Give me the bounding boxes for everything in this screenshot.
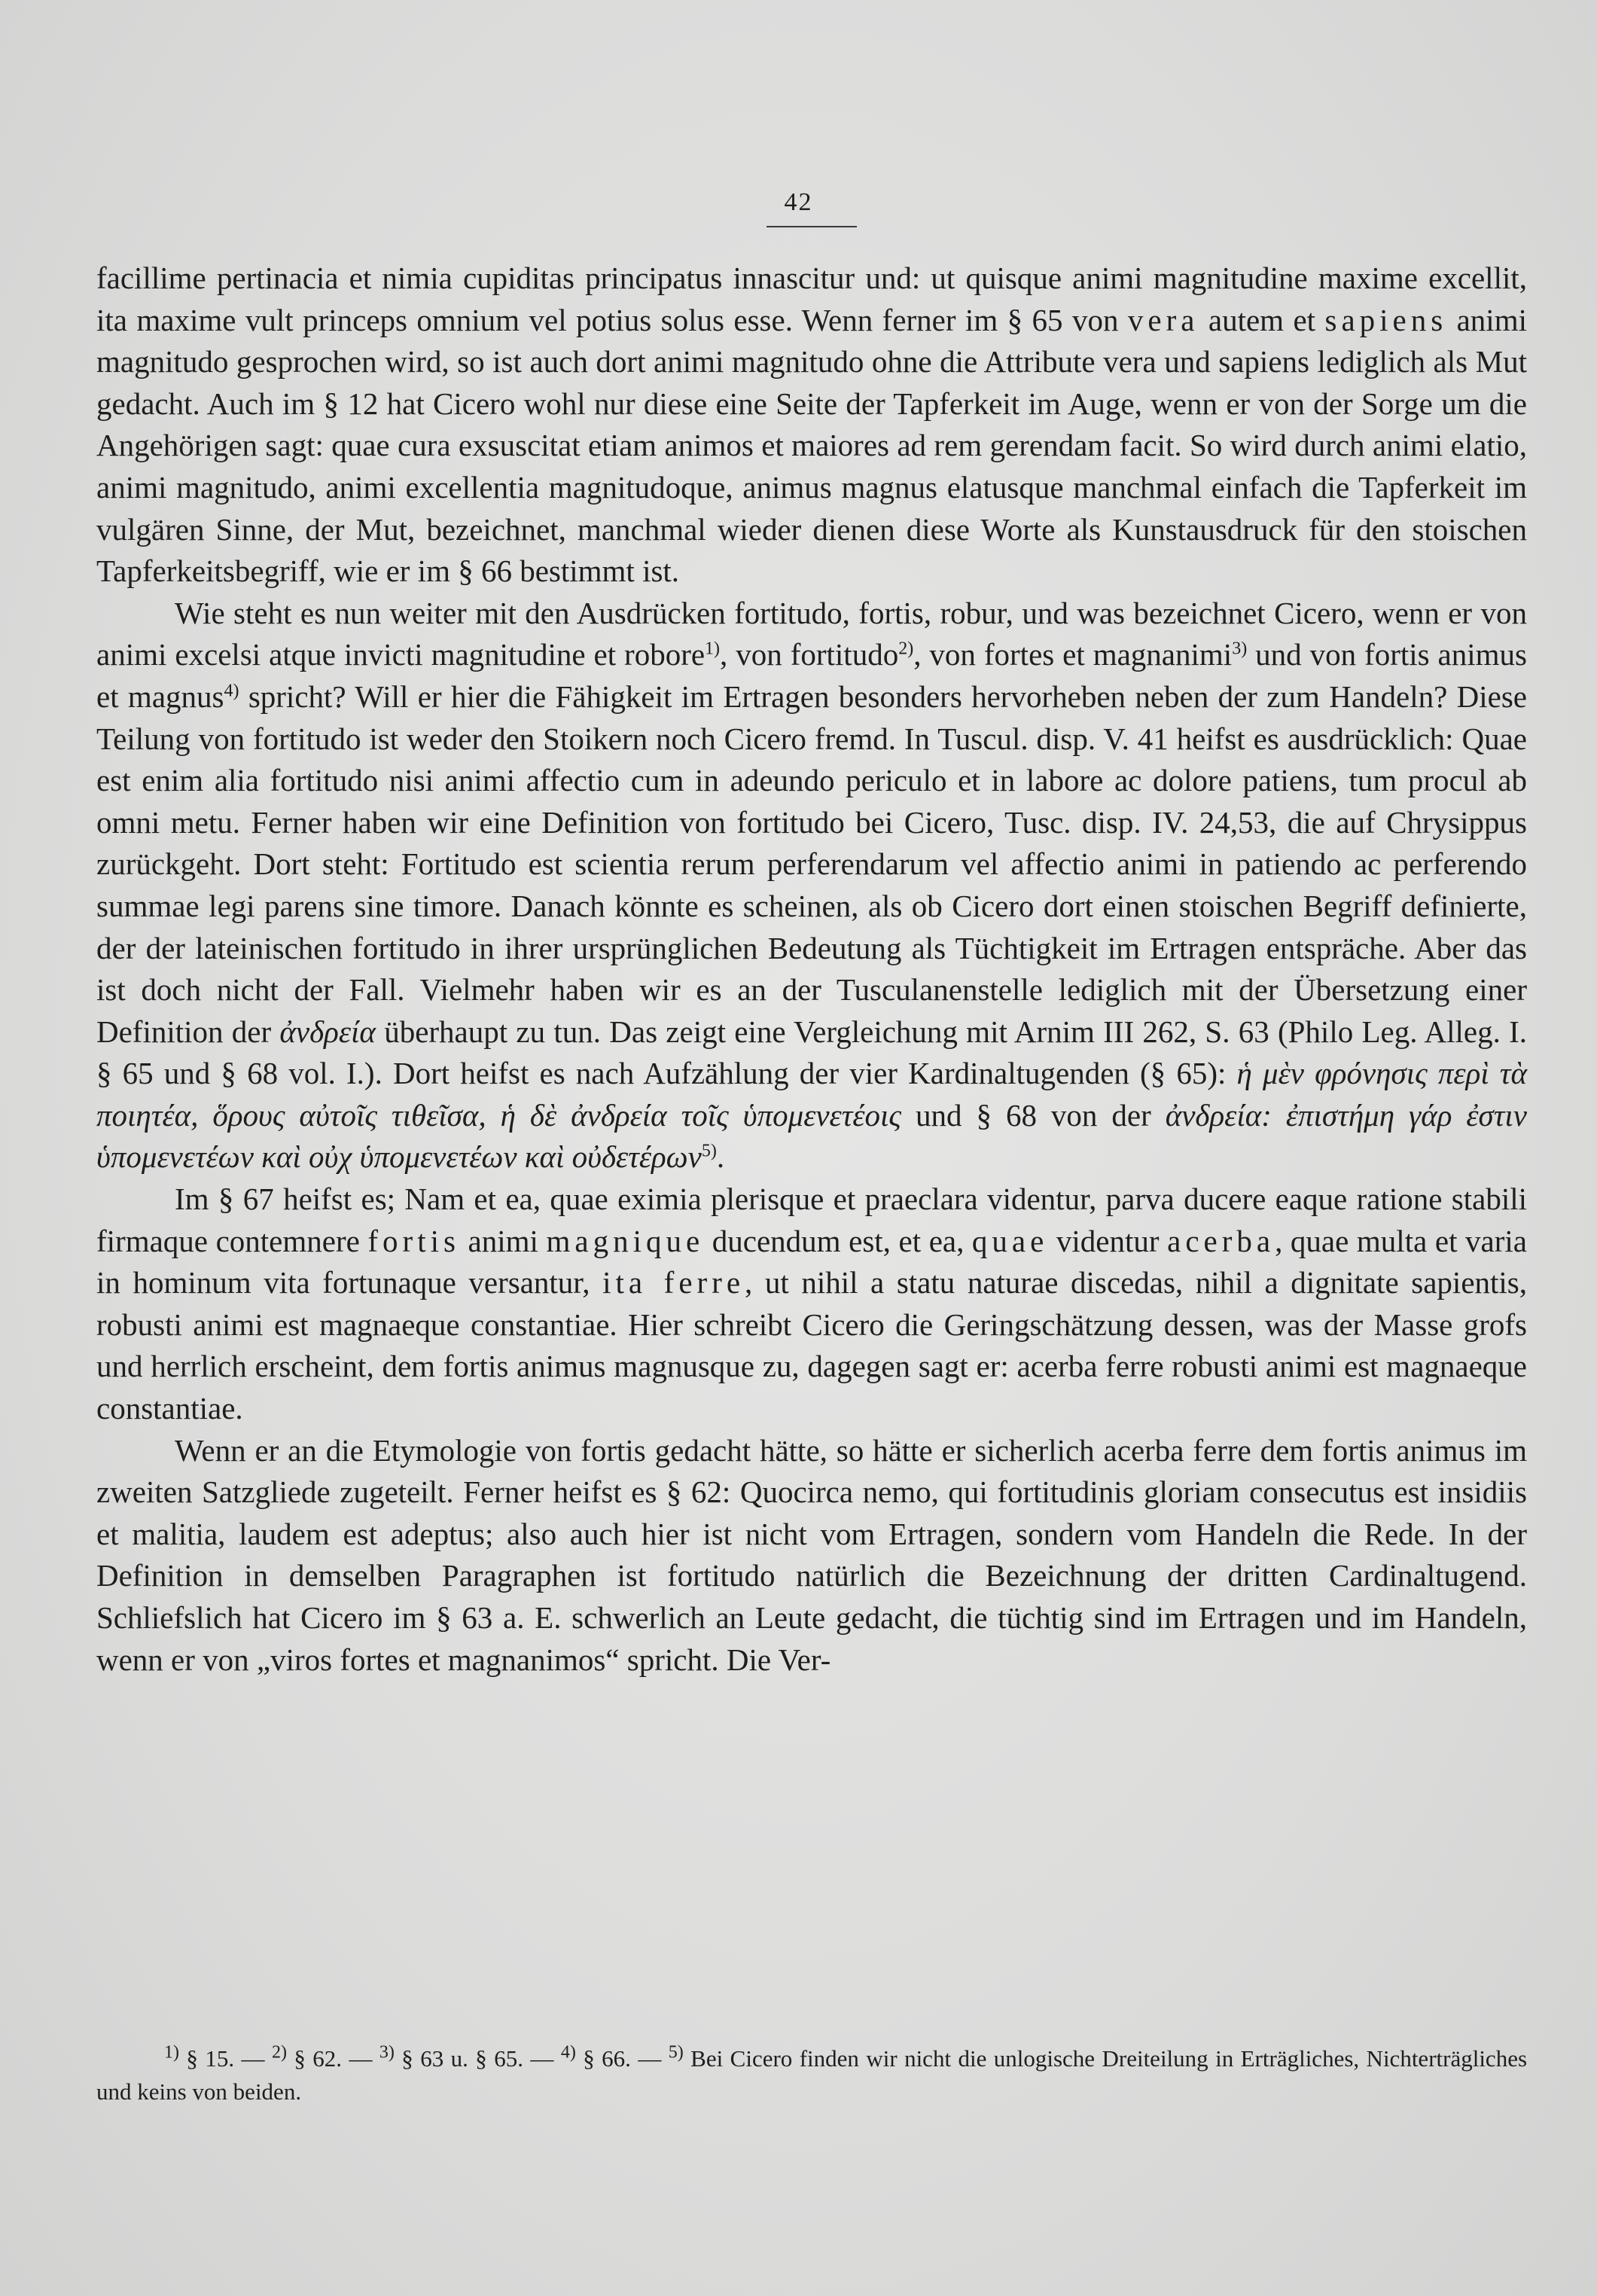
greek-quotation: ἡ μὲν φρόνησις περὶ τὰ ποιητέα, ὅρους αὐτοῖς τιθεῖσα, ἡ δὲ ἀνδρεία τοῖς ὑπομενετέοις: [96, 1056, 1527, 1133]
footnote-marker: 3): [1232, 639, 1248, 659]
footnote-marker: 4): [224, 681, 239, 701]
spaced-emphasis: vera: [1127, 302, 1199, 337]
spaced-emphasis: ita ferre: [602, 1265, 745, 1300]
text-run: Wenn er an die Etymologie von fortis gedacht hätte, so hätte er sicherlich acerba ferre dem fortis animus im zweiten Satzgliede zugeteilt. Ferner heifst es § 62: Quocirca nemo, qui fortitudinis gloriam consecutus est insidiis et malitia, laudem est adeptus; also auch hier ist nicht vom Ertragen, sondern vom Handeln die Rede. In der Definition in demselben Paragraphen ist fortitudo natürlich die Bezeichnung der dritten Cardinaltugend. Schliefslich hat Cicero im § 63 a. E. schwerlich an Leute gedacht, die tüchtig sind im Ertragen und im Handeln, wenn er von „viros fortes et magnanimos“ spricht. Die Ver-: [96, 1432, 1527, 1677]
text-run: § 63 u. § 65. —: [394, 2045, 561, 2072]
paragraph: [96, 258, 1527, 593]
spaced-emphasis: fortis: [367, 1223, 460, 1258]
greek-quotation: ἀνδρεία: ἐπιστήμη γάρ ἐστιν ὑπομενετέων καὶ οὐχ ὑπομενετέων καὶ οὐδετέρων: [96, 1097, 1528, 1175]
text-run: Bei Cicero finden wir nicht die unlogische Dreiteilung in Erträgliches, Nichterträgliches und keins von beiden.: [96, 2045, 1528, 2105]
paragraph: [96, 1430, 1527, 1682]
footnote-marker: 2): [898, 639, 914, 659]
paragraph: [96, 1178, 1527, 1430]
page-number-rule: [766, 226, 857, 227]
footnote-marker: 2): [271, 2042, 287, 2063]
footnote-marker: 5): [701, 1141, 717, 1161]
text-run: spricht? Will er hier die Fähigkeit im Ertragen besonders hervorheben neben der zum Handeln? Diese Teilung von fortitudo ist weder den Stoikern noch Cicero fremd. In Tuscul. disp. V. 41 heifst es ausdrücklich: Quae est enim alia fortitudo nisi animi affectio cum in adeundo periculo et in labore ac dolore patiens, tum procul ab omni metu. Ferner haben wir eine Definition von fortitudo bei Cicero, Tusc. disp. IV. 24,53, die auf Chrysippus zurückgeht. Dort steht: Fortitudo est scientia rerum perferendarum vel affectio animi in patiendo ac perferendo summae legi parens sine timore. Danach könnte es scheinen, als ob Cicero dort einen stoischen Begriff definierte, der der lateinischen fortitudo in ihrer ursprünglichen Bedeutung als Tüchtigkeit im Ertragen entspräche. Aber das ist doch nicht der Fall. Vielmehr haben wir es an der Tusculanenstelle lediglich mit der Übersetzung einer Definition der: [96, 678, 1527, 1049]
footnote-marker: 4): [560, 2042, 576, 2063]
footnote-marker: 1): [164, 2042, 179, 2063]
text-run: § 15. —: [179, 2045, 272, 2072]
text-run: und von fortis animus et magnus: [96, 637, 1527, 714]
spaced-emphasis: acerba: [1167, 1223, 1275, 1258]
spaced-emphasis: sapiens: [1324, 302, 1448, 337]
text-run: überhaupt zu tun. Das zeigt eine Vergleichung mit Arnim III 262, S. 63 (Philo Leg. Alleg. I. § 65 und § 68 vol. I.). Dort heifst es nach Aufzählung der vier Kardinaltugenden (§ 65):: [96, 1014, 1527, 1091]
footnote-marker: 3): [379, 2042, 395, 2063]
text-run: Im § 67 heifst es; Nam et ea, quae eximia plerisque et praeclara videntur, parva ducere eaque ratione stabili firmaque contemnere: [96, 1182, 1527, 1258]
footnote-marker: 5): [668, 2042, 684, 2063]
text-run: , von fortes et magnanimi: [913, 637, 1233, 672]
text-run: , ut nihil a statu naturae discedas, nihil a dignitate sapientis, robusti animi est magnaeque constantiae. Hier schreibt Cicero die Geringschätzung dessen, was der Masse grofs und herrlich erscheint, dem fortis animus magnusque zu, dagegen sagt er: acerba ferre robusti animi est magnaeque constantiae.: [96, 1265, 1528, 1426]
body-text: [96, 258, 1527, 1681]
page-number: 42: [784, 188, 813, 216]
text-run: animi magnitudo gesprochen wird, so ist auch dort animi magnitudo ohne die Attribute vera und sapiens lediglich als Mut gedacht. Auch im § 12 hat Cicero wohl nur diese eine Seite der Tapferkeit im Auge, wenn er von der Sorge um die Angehörigen sagt: quae cura exsuscitat etiam animos et maiores ad rem gerendam facit. So wird durch animi elatio, animi magnitudo, animi excellentia magnitudoque, animus magnus elatusque manchmal einfach die Tapferkeit im vulgären Sinne, der Mut, bezeichnet, manchmal wieder dienen diese Worte als Kunstausdruck für den stoischen Tapferkeitsbegriff, wie er im § 66 bestimmt ist.: [96, 302, 1527, 589]
text-run: ducendum est, et ea,: [704, 1223, 972, 1258]
spaced-emphasis: quae: [971, 1223, 1049, 1258]
text-run: .: [716, 1139, 725, 1175]
text-run: autem et: [1199, 302, 1325, 337]
text-run: facillime pertinacia et nimia cupiditas principatus innascitur und: ut quisque animi magnitudine maxime excellit, ita maxime vult princeps omnium vel potius solus esse. Wenn ferner im § 65 von: [96, 261, 1527, 337]
text-run: , quae multa et varia in hominum vita fortunaque versantur,: [96, 1223, 1527, 1300]
paragraph: [96, 593, 1527, 1178]
spaced-emphasis: magnique: [546, 1223, 705, 1258]
footnote-marker: 1): [705, 639, 721, 659]
text-run: animi: [459, 1223, 547, 1258]
text-run: und § 68 von der: [901, 1097, 1166, 1133]
text-run: Wie steht es nun weiter mit den Ausdrücken fortitudo, fortis, robur, und was bezeichnet Cicero, wenn er von animi excelsi atque invicti magnitudine et robore: [96, 595, 1527, 672]
text-run: videntur: [1048, 1223, 1168, 1258]
footnotes: [96, 2042, 1527, 2108]
text-run: § 66. —: [575, 2045, 669, 2072]
greek-quotation: ἀνδρεία: [279, 1014, 376, 1049]
text-run: § 62. —: [286, 2045, 379, 2072]
text-run: , von fortitudo: [720, 637, 899, 672]
